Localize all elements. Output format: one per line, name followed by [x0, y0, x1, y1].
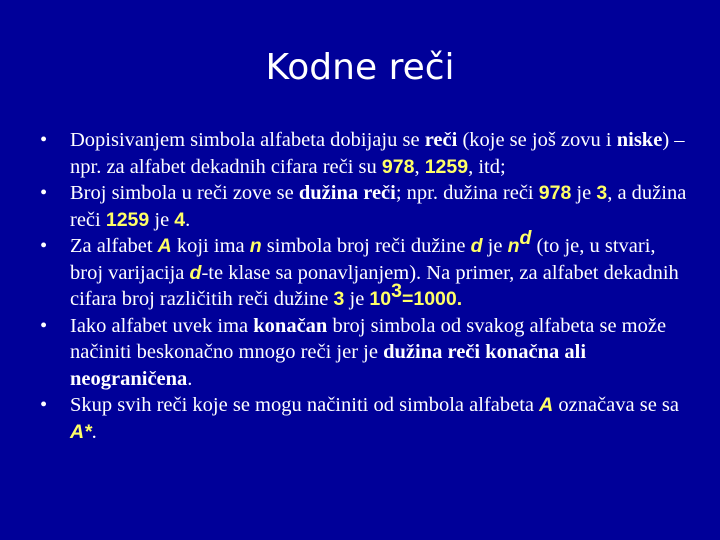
- highlight-exponent: 3: [391, 280, 402, 303]
- text-run: (koje se još zovu i: [457, 129, 617, 151]
- bullet-marker: •: [40, 182, 48, 204]
- text-run: je: [149, 208, 175, 231]
- text-run: je: [344, 288, 370, 310]
- text-run: broj simbola od svakog alfabeta se može načiniti beskonačno mnogo reči jer je: [70, 314, 667, 363]
- bullet-marker: •: [40, 314, 48, 337]
- text-run: Iako alfabet uvek ima: [70, 314, 254, 337]
- text-run: -te klase sa ponavljanjem). Na primer, za alfabet dekadnih cifara broj različitih reči dužine: [70, 261, 679, 310]
- text-run: (to je, u stvari, broj varijacija: [70, 235, 656, 284]
- highlight-symbol: d: [189, 261, 202, 284]
- text-run: označava se sa: [553, 394, 679, 416]
- highlight-value: 978: [381, 155, 415, 178]
- text-run: simbola broj reči dužine: [261, 235, 471, 257]
- highlight-symbol: d: [470, 235, 483, 257]
- text-run: .: [185, 208, 191, 231]
- slide-title: Kodne reči: [265, 47, 455, 88]
- highlight-exponent: d: [519, 227, 532, 250]
- text-run: .: [91, 420, 97, 443]
- highlight-symbol: n: [249, 235, 262, 257]
- text-run: je: [571, 182, 597, 204]
- text-run: ) – npr. za alfabet dekadnih cifara reči su: [70, 129, 685, 178]
- text-run: Broj simbola u reči zove se: [70, 182, 299, 204]
- highlight-symbol: n: [507, 235, 520, 257]
- bullet-item-set: [40, 392, 690, 445]
- bold-term: reči: [424, 129, 458, 151]
- highlight-value: 10: [369, 288, 392, 310]
- bullet-item-count: [40, 227, 690, 313]
- highlight-symbol: A: [539, 394, 554, 416]
- highlight-symbol: A*: [70, 420, 92, 443]
- highlight-value: =1000.: [401, 288, 463, 310]
- text-run: ,: [414, 155, 425, 178]
- bold-term: dužina reči konačna ali neograničena: [70, 341, 587, 390]
- text-run: .: [187, 367, 193, 390]
- bullet-marker: •: [40, 129, 48, 151]
- bullet-item-length: [40, 180, 690, 233]
- bold-term: dužina reči: [298, 182, 396, 204]
- text-run: Za alfabet: [70, 235, 158, 257]
- highlight-value: 1259: [424, 155, 469, 178]
- text-run: Dopisivanjem simbola alfabeta dobijaju se: [70, 129, 425, 151]
- highlight-value: 3: [333, 288, 345, 310]
- bullet-marker: •: [40, 394, 48, 416]
- text-run: , a dužina reči: [70, 182, 687, 231]
- highlight-value: 4: [174, 208, 186, 231]
- text-run: koji ima: [171, 235, 250, 257]
- text-run: , itd;: [468, 155, 506, 178]
- bullet-list: [40, 127, 690, 445]
- bullet-item-words: [40, 127, 690, 180]
- bold-term: niske: [616, 129, 663, 151]
- bullet-item-infinite: [40, 313, 690, 393]
- highlight-value: 1259: [105, 208, 150, 231]
- highlight-symbol: A: [157, 235, 172, 257]
- text-run: Skup svih reči koje se mogu načiniti od simbola alfabeta: [70, 394, 540, 416]
- bullet-marker: •: [40, 235, 48, 257]
- highlight-value: 3: [596, 182, 608, 204]
- highlight-value: 978: [538, 182, 572, 204]
- text-run: ; npr. dužina reči: [395, 182, 539, 204]
- bold-term: konačan: [253, 314, 328, 337]
- text-run: je: [482, 235, 508, 257]
